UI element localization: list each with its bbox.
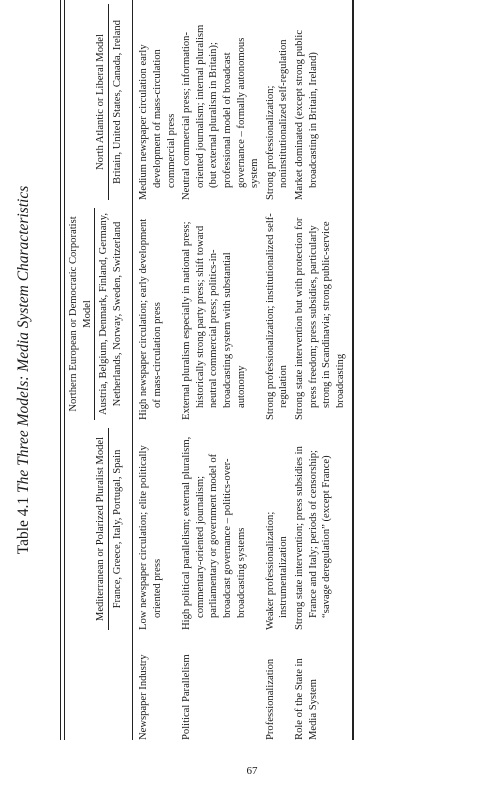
header-blank: [65, 634, 133, 740]
model-label: Mediterranean or Polarized Pluralist Model: [94, 428, 109, 630]
media-systems-table: [60, 0, 354, 740]
table-row: [180, 0, 264, 740]
page-number: 67: [246, 765, 258, 777]
table-label: Table 4.1: [15, 496, 32, 555]
table-cell: Neutral commercial press; information-oriented journalism; internal pluralism (but external pluralism in Britain); professional model of broadcast governance – formally autonomous system: [181, 24, 261, 200]
row-label: Professionalization: [264, 658, 276, 740]
table-row: [293, 0, 349, 740]
table-cell: Strong state intervention but with protection for press freedom; press subsidies, particularly strong in Scandinavia; strong public-service broadcasting: [293, 217, 346, 420]
countries-label: Austria, Belgium, Denmark, Finland, Germany, Netherlands, Norway, Sweden, Switzerland: [98, 212, 123, 416]
table-cell: External pluralism especially in national press; historically strong party press; shift toward neutral commercial press; politics-in-broadcasting system with substantial autonomy: [181, 221, 247, 420]
table-row: [264, 0, 293, 740]
header-row: [65, 0, 133, 740]
table-name: The Three Models: Media System Characteristics: [15, 185, 32, 493]
column-header-corporatist: [65, 204, 133, 424]
table-title: [0, 0, 48, 740]
countries-label: Britain, United States, Canada, Ireland: [111, 20, 123, 184]
table-cell: Weaker professionalization; instrumentalization: [264, 511, 290, 630]
countries-label: France, Greece, Italy, Portugal, Spain: [111, 449, 123, 609]
table-cell: Strong professionalization; institutionalized self-regulation: [264, 213, 290, 420]
table-cell: Strong professionalization; noninstitutionalized self-regulation: [264, 39, 290, 200]
table-cell: High political parallelism; external pluralism, commentary-oriented journalism; parliamentary or government model of broadcast governance – politics-over-broadcasting systems: [181, 436, 247, 630]
row-label: Political Parallelism: [181, 654, 193, 740]
row-label: Role of the State in Media System: [293, 658, 319, 740]
column-header-polarized: [65, 424, 133, 634]
table-row: [137, 0, 180, 740]
table-cell: Market dominated (except strong public broadcasting in Britain, Ireland): [293, 29, 319, 200]
model-label: North Atlantic or Liberal Model: [94, 4, 109, 200]
model-label: Northern European or Democratic Corporatist Model: [67, 208, 95, 420]
table-cell: Strong state intervention; press subsidies in France and Italy; periods of censorship; “savage deregulation” (except France): [293, 446, 333, 630]
table-cell: Low newspaper circulation; elite politically oriented press: [138, 445, 163, 630]
table-cell: High newspaper circulation; early development of mass-circulation press: [138, 218, 163, 420]
table-cell: Medium newspaper circulation early development of mass-circulation commercial press: [138, 44, 177, 200]
row-label: Newspaper Industry: [138, 654, 150, 740]
column-header-liberal: [65, 0, 133, 204]
